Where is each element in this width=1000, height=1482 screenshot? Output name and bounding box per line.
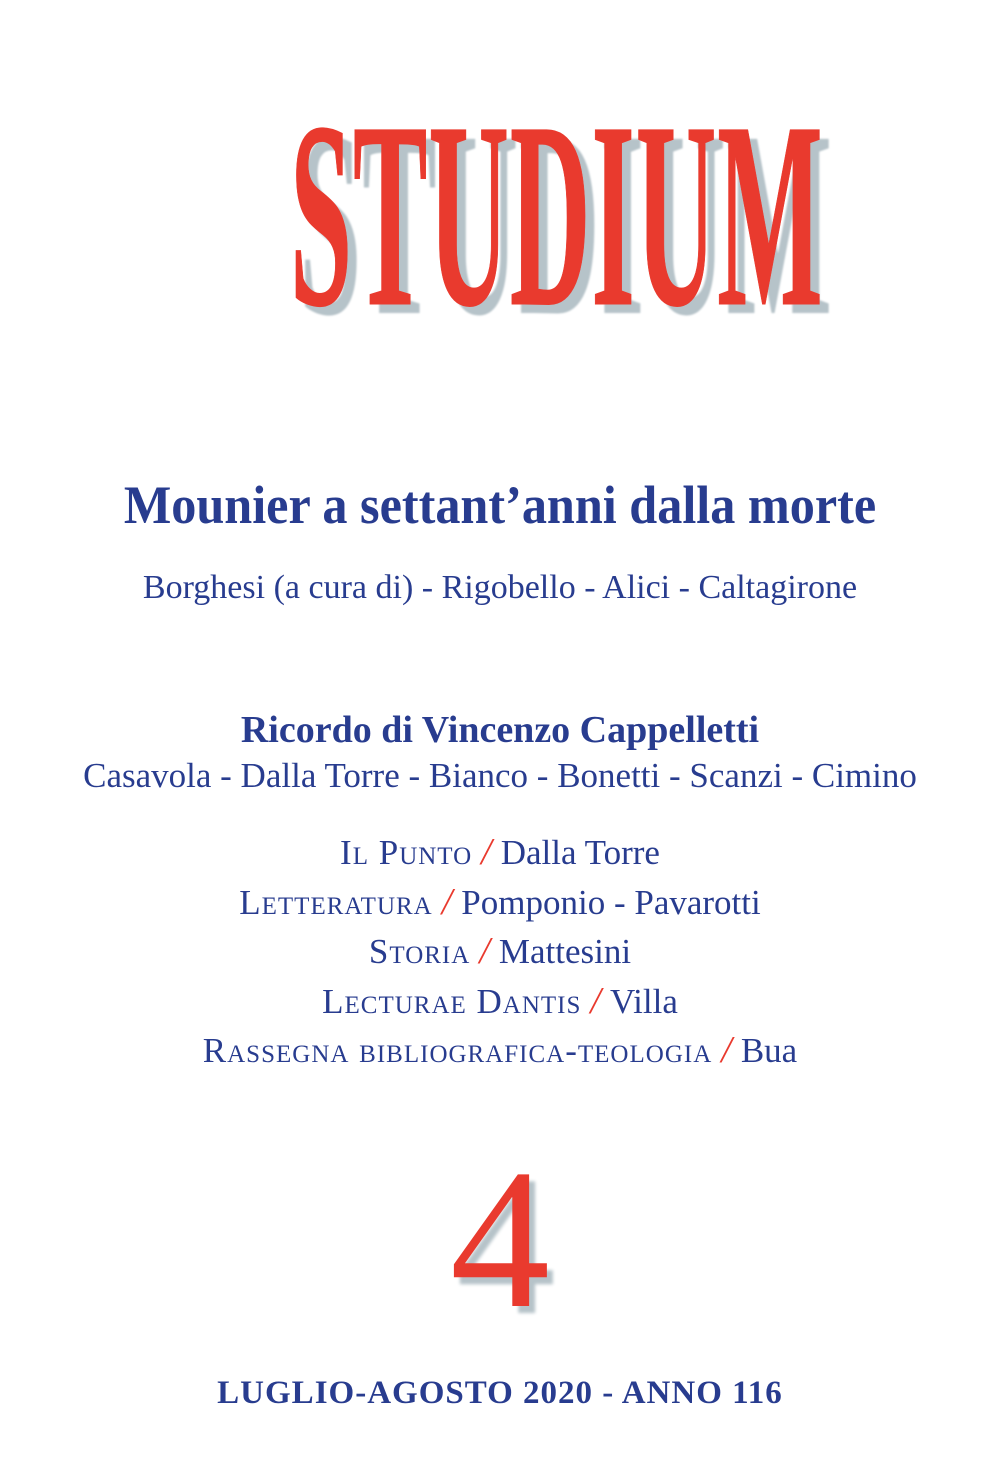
date-line: LUGLIO-AGOSTO 2020 - ANNO 116 [217, 1375, 783, 1411]
toc-authors: Villa [609, 981, 678, 1021]
slash-separator: / [481, 831, 492, 873]
toc-section-label: Lecturae Dantis [322, 981, 582, 1021]
masthead-logo: STUDIUM [290, 67, 824, 362]
slash-separator: / [441, 880, 453, 923]
toc-authors: Pomponio - Pavarotti [461, 882, 761, 922]
toc-authors: Dalla Torre [500, 833, 660, 872]
toc-authors: Mattesini [498, 932, 632, 971]
feature-authors: Borghesi (a cura di) - Rigobello - Alici - Caltagirone [142, 569, 858, 606]
toc-section-label: Il Punto [340, 833, 473, 872]
toc-line [0, 878, 1000, 928]
slash-separator: / [721, 1029, 732, 1071]
slash-separator: / [479, 930, 490, 972]
toc-section-label: Rassegna bibliografica-teologia [202, 1031, 713, 1070]
toc-section-label: Storia [368, 932, 471, 971]
toc-section-label: Letteratura [239, 882, 433, 922]
toc-line [0, 828, 1000, 878]
issue-number: 4 [450, 1129, 550, 1350]
toc-line [0, 977, 1000, 1027]
feature-title: Mounier a settant’anni dalla morte [123, 475, 877, 535]
toc-line [0, 927, 1000, 977]
memorial-authors: Casavola - Dalla Torre - Bianco - Bonetti - Scanzi - Cimino [83, 756, 917, 795]
slash-separator: / [590, 979, 601, 1022]
memorial-title: Ricordo di Vincenzo Cappelletti [240, 709, 760, 751]
toc-authors: Bua [740, 1031, 798, 1070]
table-of-contents [0, 828, 1000, 1076]
toc-line [0, 1026, 1000, 1076]
